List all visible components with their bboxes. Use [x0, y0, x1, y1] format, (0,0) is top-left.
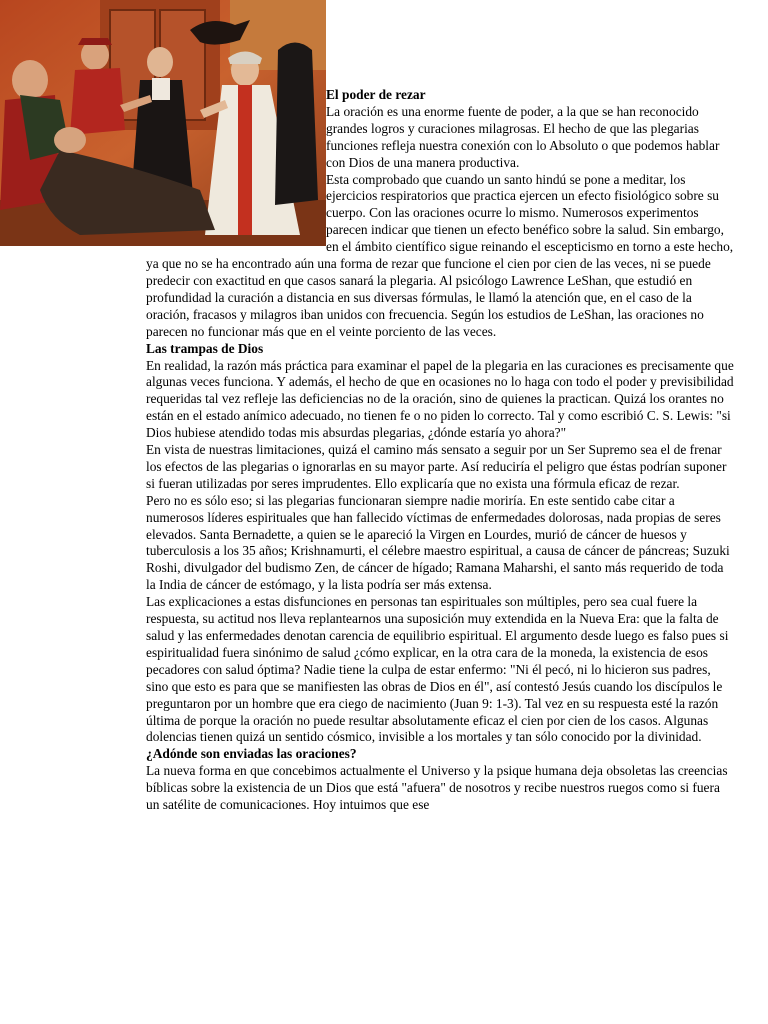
- paragraph: Las explicaciones a estas disfunciones en personas tan espirituales son múltiples, pero sea cual fuere la respuesta, su actitud nos lleva replantearnos una suposición muy extendida en la Nueva Era: que la falta de salud y las enfermedades denotan carencia de equilibrio espiritual. El argumento desde luego es falso pues si espiritualidad fuera sinónimo de salud ¿cómo explicar, en la otra cara de la moneda, la existencia de esos pecadores con salud óptima? Nadie tiene la culpa de estar enfermo: "Ni él pecó, ni lo hicieron sus padres, sino que esto es para que se manifiesten las obras de Dios en él", así contestó Jesús cuando los discípulos le preguntaron por un hombre que era ciego de nacimiento (Juan 9: 1-3). Tal vez en su respuesta esté la razón última de porque la oración no puede resultar absolutamente eficaz el cien por cien de los casos. Algunas dolencias tienen quizá un sentido cósmico, invisible a los mortales y tan sólo conocido por la divinidad.: [146, 594, 729, 745]
- paragraph: Esta comprobado que cuando un santo hindú se pone a meditar, los ejercicios respiratorios que practica ejercen un efecto fisiológico sobre su cuerpo. Con las oraciones ocurre lo mismo. Numerosos experimentos parecen indicar que tienen un efecto benéfico sobre la salud. Sin embargo, en el ámbito científico sigue reinando el escepticismo en torno a este hecho, ya que no se ha encontrado aún una forma de rezar que funcione el cien por cien de las veces, ni se puede predecir con exactitud en que casos sanará la plegaria. Al psicólogo Lawrence LeShan, que estudió en profundidad la curación a distancia en sus diversas fórmulas, le llamó la atención que, en el caso de la oración, fracasos y milagros iban unidos con frecuencia. Según los estudios de LeShan, las oraciones no parecen no funcionar más que en el veinte porciento de las veces.: [146, 171, 734, 339]
- paragraph: Pero no es sólo eso; si las plegarias funcionaran siempre nadie moriría. En este sentido cabe citar a numerosos líderes espirituales que han fallecido víctimas de enfermedades dolorosas, nada propias de seres elevados. Santa Bernadette, a quien se le apareció la Virgen en Lourdes, murió de cáncer de huesos y tuberculosis a los 35 años; Krishnamurti, el célebre maestro espiritual, a causa de cáncer de páncreas; Suzuki Roshi, divulgador del budismo Zen, de cáncer de hígado; Ramana Maharshi, el santo más requerido de toda la India de cáncer de estómago, y la lista podría ser más extensa.: [146, 492, 730, 593]
- section-heading: Las trampas de Dios: [146, 340, 264, 356]
- paragraph: En vista de nuestras limitaciones, quizá el camino más sensato a seguir por un Ser Supremo sea el de frenar los efectos de las plegarias o ignorarlas en su mayor parte. Así reduciría el peligro que éstas podrían suponer si fueran utilizadas por seres imprudentes. Ello explicaría que no exista una fórmula eficaz de rezar.: [146, 442, 727, 491]
- article-text: [146, 87, 736, 814]
- paragraph: La nueva forma en que concebimos actualmente el Universo y la psique humana deja obsoletas las creencias bíblicas sobre la existencia de un Dios que está "afuera" de nosotros y recibe nuestros ruegos como si fuera un satélite de comunicaciones. Hoy intuimos que ese: [146, 763, 728, 813]
- section-heading: El poder de rezar: [326, 87, 426, 102]
- section-heading: ¿Adónde son enviadas las oraciones?: [146, 746, 357, 762]
- image-wrap-spacer: [146, 87, 326, 246]
- paragraph: En realidad, la razón más práctica para examinar el papel de la plegaria en las curaciones es precisamente que algunas veces funciona. Y además, el hecho de que en ocasiones no lo haga con todo el poder y previsibilidad requeridas tal vez refleje las deficiencias no de la oración, sino de quienes la practican. Quizá los orantes no están en el estado anímico adecuado, no tienen fe o no piden lo correcto. Tal y como escribió C. S. Lewis: "si Dios hubiese atendido todas mis absurdas plegarias, ¿dónde estaría yo ahora?": [146, 357, 734, 441]
- paragraph: La oración es una enorme fuente de poder, a la que se han reconocido grandes logros y curaciones milagrosas. El hecho de que las plegarias funciones refleja nuestra conexión con lo Absoluto o que podemos hablar con Dios de una manera productiva.: [326, 103, 720, 170]
